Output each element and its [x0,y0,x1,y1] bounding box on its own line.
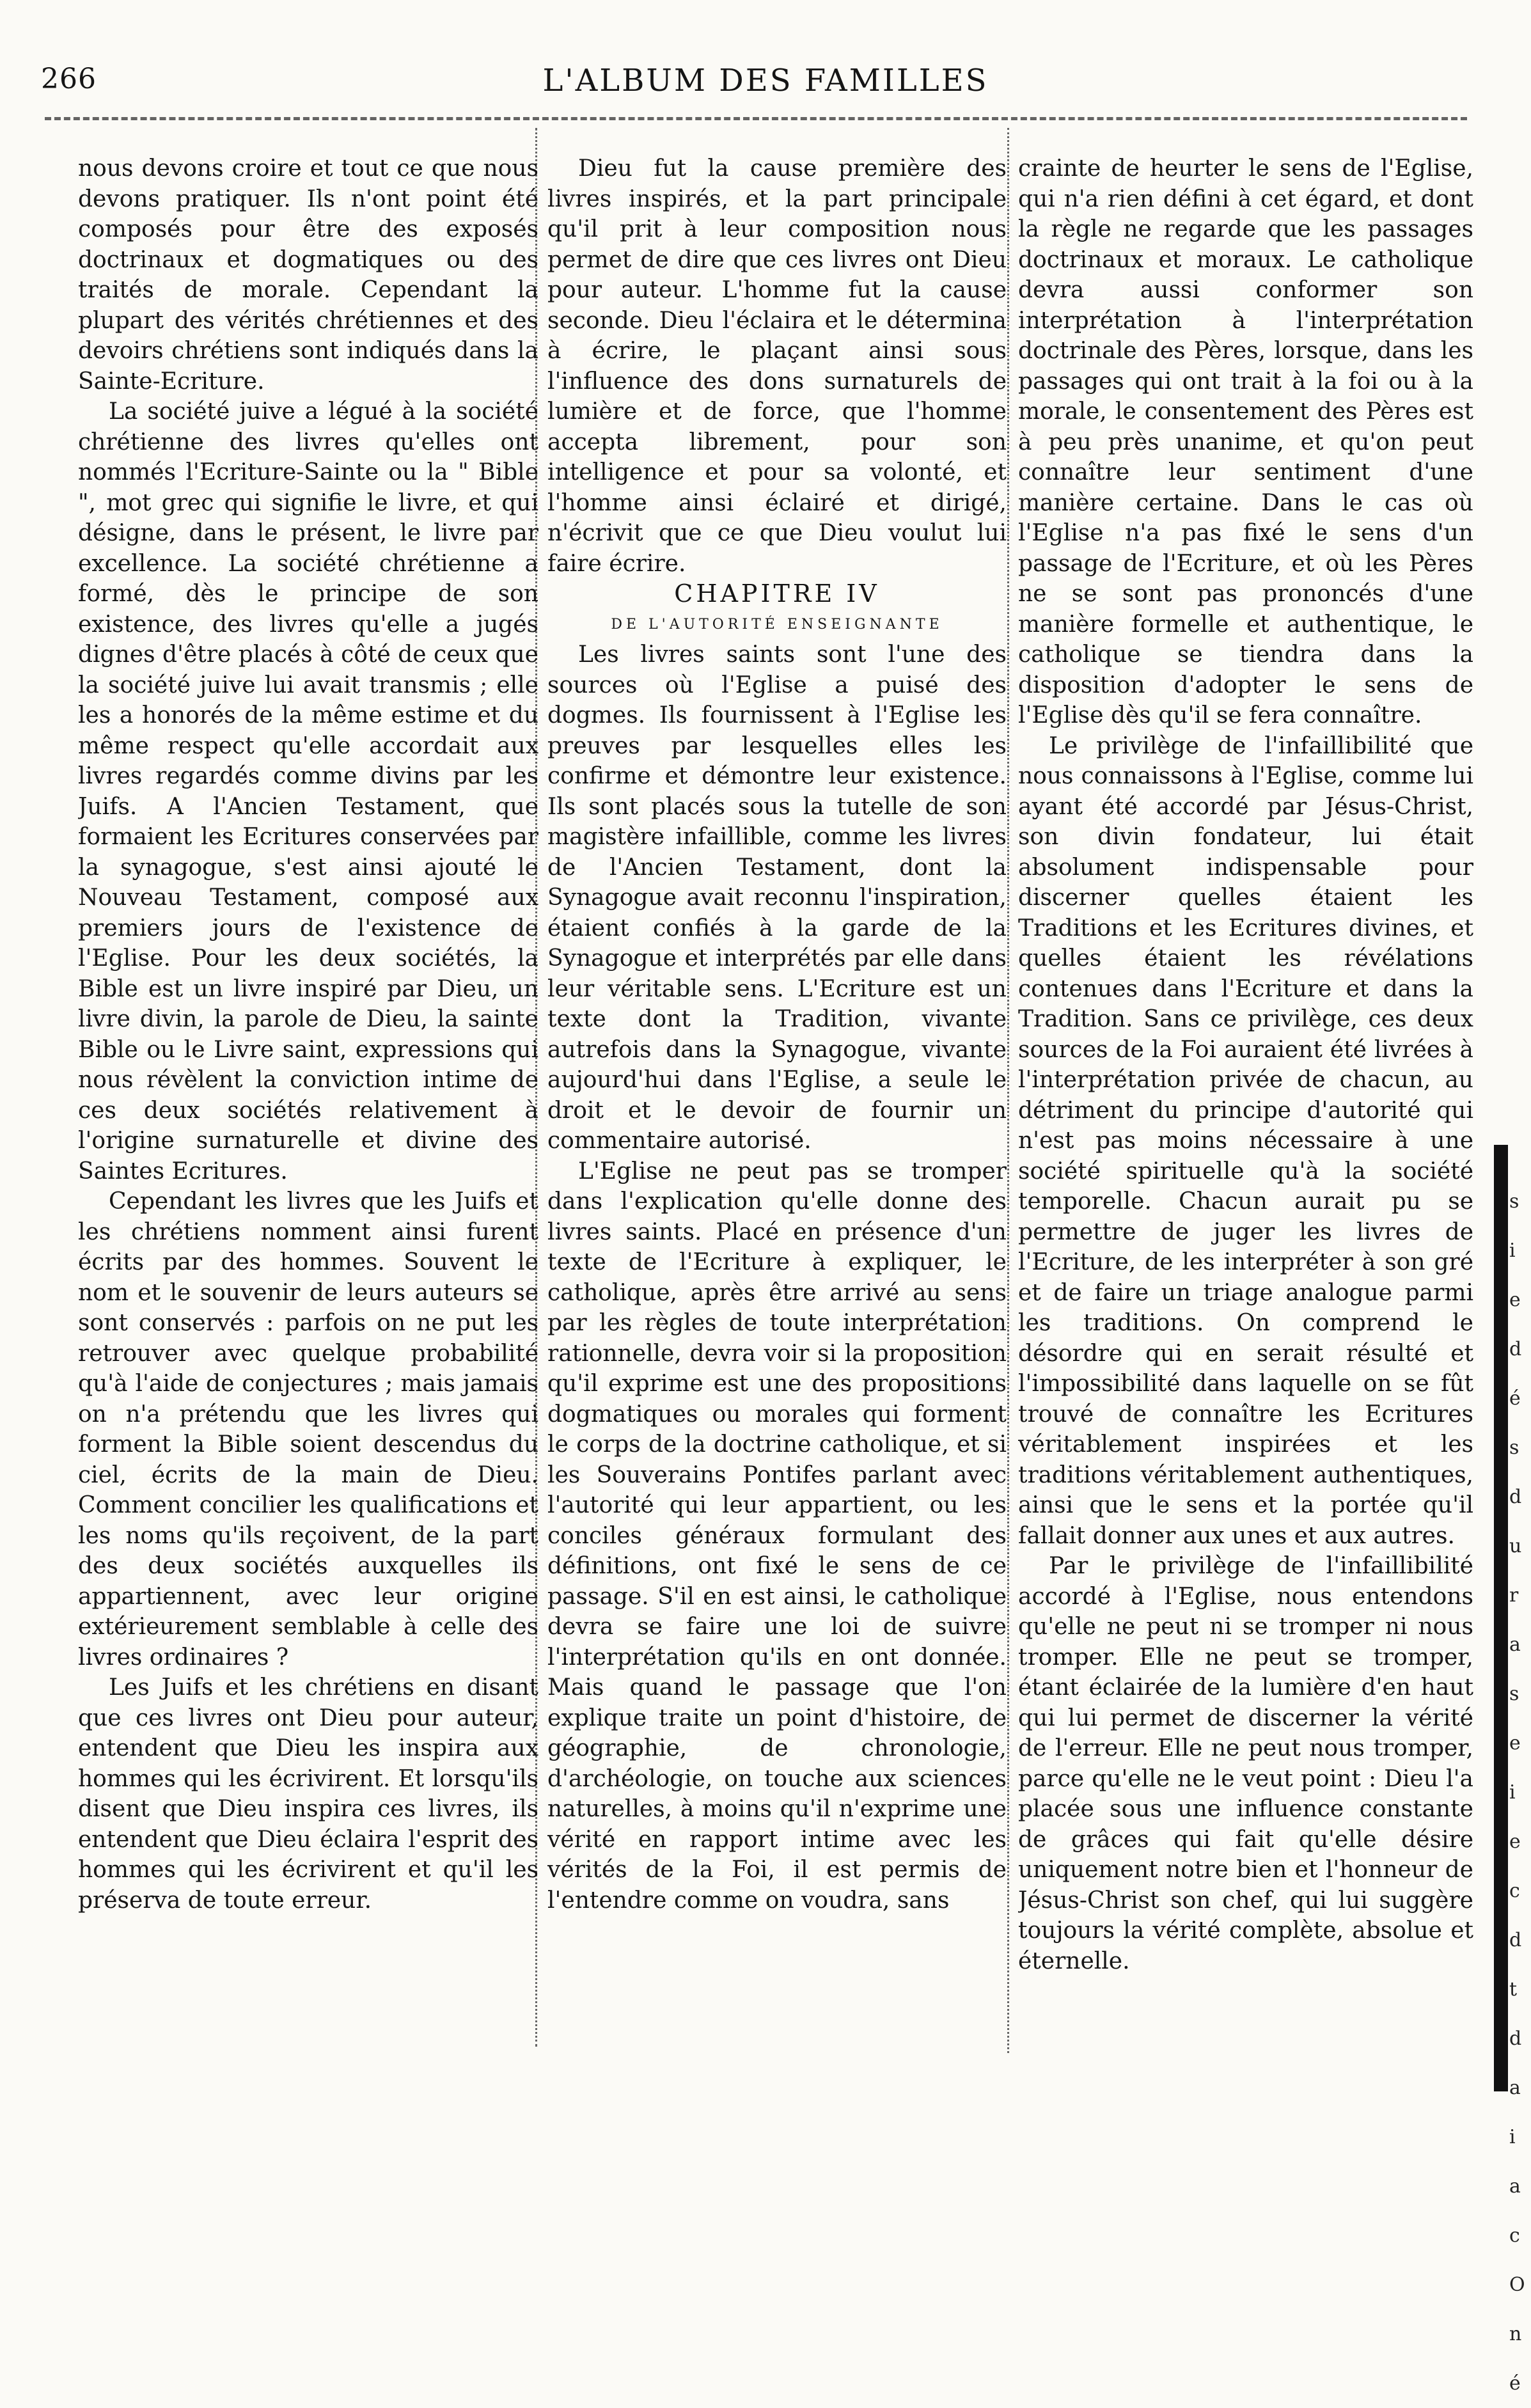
text-column-3 [1018,153,1473,2047]
margin-fragment: c [1509,2224,1520,2247]
margin-fragment: s [1509,1683,1519,1705]
margin-fragment: s [1509,1436,1519,1459]
paragraph: Cependant les livres que les Juifs et les chrétiens nomment ainsi furent écrits par des hommes. Souvent le nom et le souvenir de leurs auteurs se sont conservés : parfois on ne put les retrouver avec quelque probabilité qu'à l'aide de conjectures ; mais jamais on n'a prétendu que les livres qui forment la Bible soient descendus du ciel, écrits de la main de Dieu. Comment concilier les qualifications et les noms qu'ils reçoivent, de la part des deux sociétés auxquelles ils appartiennent, avec leur origine extérieurement semblable à celle des livres ordinaires ? [78,1188,538,1671]
paragraph: crainte de heurter le sens de l'Eglise, qui n'a rien défini à cet égard, et dont la règle ne regarde que les passages doctrinaux et moraux. Le catholique devra aussi conformer son interprétation à l'interprétation doctrinale des Pères, lorsque, dans les passages qui ont trait à la foi ou à la morale, le consentement des Pères est à peu près unanime, et qu'on peut connaître leur sentiment d'une manière certaine. Dans le cas où l'Eglise n'a pas fixé le sens d'un passage de l'Ecriture, et où les Pères ne se sont pas prononcés d'une manière formelle et authentique, le catholique se tiendra dans la disposition d'adopter le sens de l'Eglise dès qu'il se fera connaître. [1018,155,1473,728]
text-column-2 [547,153,1007,2047]
margin-fragment: t [1509,1978,1518,2001]
margin-fragment: a [1509,2077,1521,2099]
margin-fragment: e [1509,1830,1521,1853]
margin-fragment: i [1509,2126,1516,2148]
page-number: 266 [41,63,97,95]
margin-fragment: e [1509,1289,1521,1311]
margin-fragment: s [1509,1190,1519,1213]
margin-fragment: d [1509,1929,1522,1951]
margin-fragment: O [1509,2274,1525,2296]
margin-fragment: i [1509,1239,1516,1262]
paragraph: Les Juifs et les chrétiens en disant que ces livres ont Dieu pour auteur, entendent que Dieu les inspira aux hommes qui les écrivirent. Et lorsqu'ils disent que Dieu inspira ces livres, ils entendent que Dieu éclaira l'esprit des hommes qui les écrivirent et qu'il les préserva de toute erreur. [78,1674,538,1914]
margin-fragment: u [1509,1535,1522,1557]
margin-fragment: é [1509,2372,1521,2395]
paragraph: Dieu fut la cause première des livres inspirés, et la part principale qu'il prit à leur composition nous permet de dire que ces livres ont Dieu pour auteur. L'homme fut la cause seconde. Dieu l'éclaira et le détermina à écrire, le plaçant ainsi sous l'influence des dons surnaturels de lumière et de force, que l'homme accepta librement, pour son intelligence et pour sa volonté, et l'homme ainsi éclairé et dirigé, n'écrivit que ce que Dieu voulut lui faire écrire. [547,155,1007,577]
header-rule [45,117,1467,120]
margin-fragment: e [1509,1732,1521,1754]
paragraph: La société juive a légué à la société chrétienne des livres qu'elles ont nommés l'Ecriture-Sainte ou la " Bible ", mot grec qui signifie le livre, et qui désigne, dans le présent, le livre par excellence. La société chrétienne a formé, dès le principe de son existence, des livres qu'elle a jugés dignes d'être placés à côté de ceux que la société juive lui avait transmis ; elle les a honorés de la même estime et du même respect qu'elle accordait aux livres regardés comme divins par les Juifs. A l'Ancien Testament, que formaient les Ecritures conservées par la synagogue, s'est ainsi ajouté le Nouveau Testament, composé aux premiers jours de l'existence de l'Eglise. Pour les deux sociétés, la Bible est un livre inspiré par Dieu, un livre divin, la parole de Dieu, la sainte Bible ou le Livre saint, expressions qui nous révèlent la conviction intime de ces deux sociétés relativement à l'origine surnaturelle et divine des Saintes Ecritures. [78,398,538,1184]
chapter-subtitle: DE L'AUTORITÉ ENSEIGNANTE [611,616,943,633]
margin-fragment: i [1509,1781,1516,1804]
margin-fragment: é [1509,1387,1521,1410]
column-divider-2 [1007,128,1009,2053]
margin-fragment: c [1509,1880,1520,1902]
margin-fragment: d [1509,1338,1522,1360]
binding-bleed-bar [1494,1145,1508,2091]
margin-fragment: d [1509,2027,1522,2050]
margin-fragment: r [1509,1584,1519,1607]
margin-fragment: a [1509,1633,1521,1656]
margin-fragment: d [1509,1486,1522,1508]
paragraph: Le privilège de l'infaillibilité que nous connaissons à l'Eglise, comme lui ayant été accordé par Jésus-Christ, son divin fondateur, lui était absolument indispensable pour discerner quelles étaient les Traditions et les Ecritures divines, et quelles étaient les révélations contenues dans l'Ecriture et dans la Tradition. Sans ce privilège, ces deux sources de la Foi auraient été livrées à l'interprétation privée de chacun, au détriment du principe d'autorité qui n'est pas moins nécessaire à une société spirituelle qu'à la société temporelle. Chacun aurait pu se permettre de juger les livres de l'Ecriture, de les interpréter à son gré et de faire un triage analogue parmi les traditions. On comprend le désordre qui en serait résulté et l'impossibilité dans laquelle on se fût trouvé de connaître les Ecritures véritablement inspirées et les traditions véritablement authentiques, ainsi que le sens et la portée qu'il fallait donner aux unes et aux autres. [1018,732,1473,1549]
margin-fragment: n [1509,2323,1522,2345]
paragraph: L'Eglise ne peut pas se tromper dans l'explication qu'elle donne des livres saints. Placé en présence d'un texte de l'Ecriture à expliquer, le catholique, après être arrivé au sens par les règles de toute interprétation rationnelle, devra voir si la proposition qu'il exprime est une des propositions dogmatiques ou morales qui forment le corps de la doctrine catholique, et si les Souverains Pontifes parlant avec l'autorité qui leur appartient, ou les conciles généraux formulant des définitions, ont fixé le sens de ce passage. S'il en est ainsi, le catholique devra se faire une loi de suivre l'interprétation qu'ils en ont donnée. Mais quand le passage que l'on explique traite un point d'histoire, de géographie, de chronologie, d'archéologie, on touche aux sciences naturelles, à moins qu'il n'exprime une vérité en rapport intime avec les vérités de la Foi, il est permis de l'entendre comme on voudra, sans [547,1158,1007,1914]
paragraph: Par le privilège de l'infaillibilité accordé à l'Eglise, nous entendons qu'elle ne peut ni se tromper ni nous tromper. Elle ne peut se tromper, étant éclairée de la lumière d'en haut qui lui permet de discerner la vérité de l'erreur. Elle ne peut nous tromper, parce qu'elle ne le veut point : Dieu l'a placée sous une influence constante de grâces qui fait qu'elle désire uniquement notre bien et l'honneur de Jésus-Christ son chef, qui lui suggère toujours la vérité complète, absolue et éternelle. [1018,1553,1473,1974]
text-column-1 [78,153,538,2047]
adjacent-page-fragments [1509,1177,1531,2408]
paragraph: Les livres saints sont l'une des sources où l'Eglise a puisé des dogmes. Ils fournissent à l'Eglise les preuves par lesquelles elles les confirme et démontre leur existence. Ils sont placés sous la tutelle de son magistère infaillible, comme les livres de l'Ancien Testament, dont la Synagogue avait reconnu l'inspiration, étaient confiés à la garde de la Synagogue et interprétés par elle dans leur véritable sens. L'Ecriture est un texte dont la Tradition, vivante autrefois dans la Synagogue, vivante aujourd'hui dans l'Eglise, a seule le droit et le devoir de fournir un commentaire autorisé. [547,641,1007,1154]
margin-fragment: a [1509,2175,1521,2198]
chapter-title: CHAPITRE IV [674,579,880,608]
running-title: L'ALBUM DES FAMILLES [542,63,989,98]
paragraph: nous devons croire et tout ce que nous devons pratiquer. Ils n'ont point été composés pour être des exposés doctrinaux et dogmatiques ou des traités de morale. Cependant la plupart des vérités chrétiennes et des devoirs chrétiens sont indiqués dans la Sainte-Ecriture. [78,155,538,395]
